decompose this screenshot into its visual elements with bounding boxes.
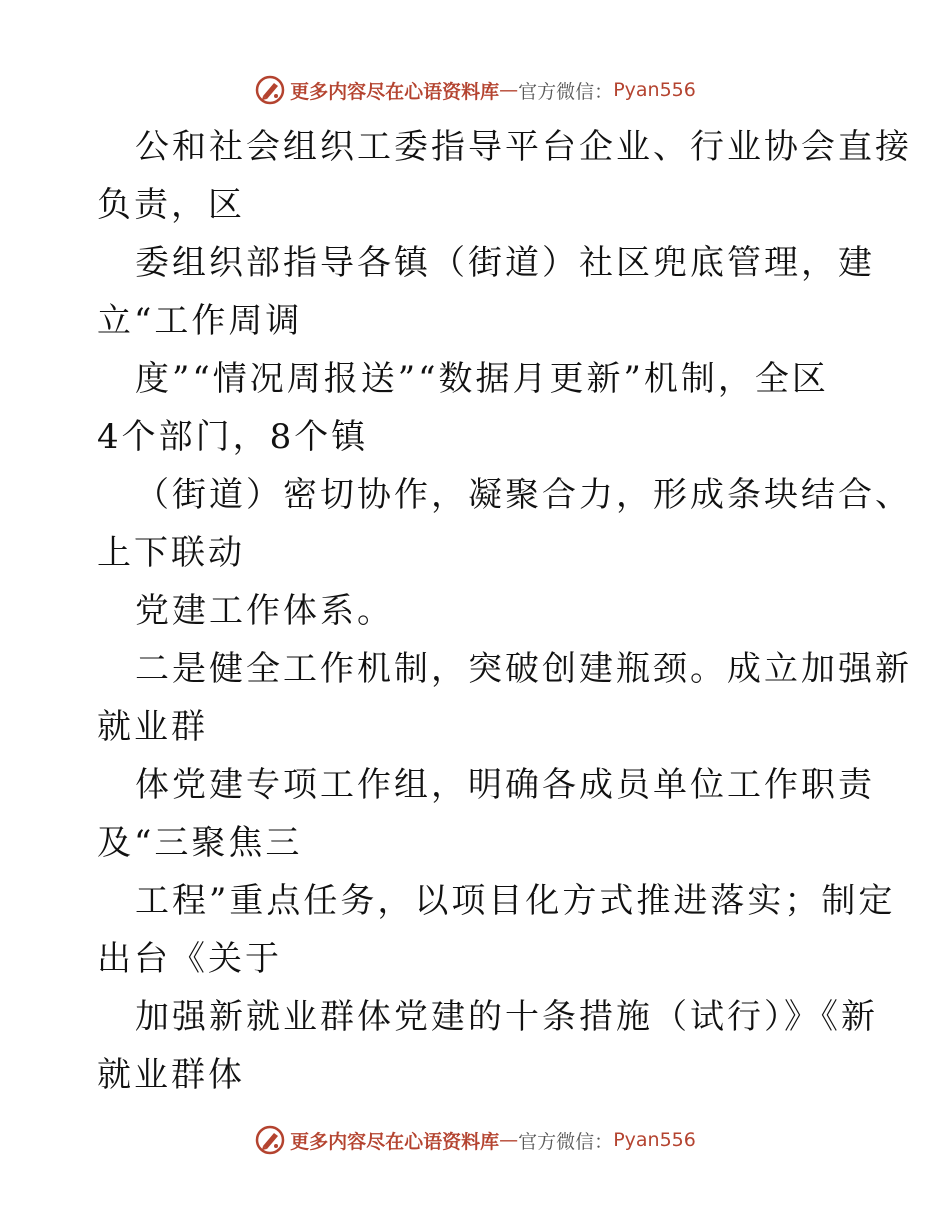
text-line: 工程”重点任务，以项目化方式推进落实；制定 (135, 881, 896, 921)
text-line: 二是健全工作机制，突破创建瓶颈。成立加强新 (135, 649, 912, 689)
document-body (97, 118, 912, 1104)
text-line: 就业群体 (97, 1055, 245, 1095)
text-line: 及“三聚焦三 (97, 823, 303, 863)
text-line: 委组织部指导各镇（街道）社区兜底管理，建 (135, 243, 875, 283)
header-dash: — (499, 79, 519, 101)
pen-logo-icon (254, 1124, 286, 1156)
header-label: 官方微信： (518, 80, 614, 103)
footer-wechat-id: Pyan556 (613, 1129, 696, 1151)
text-line: （街道）密切协作，凝聚合力，形成条块结合、 (135, 475, 912, 515)
text-line: 4个部门，8个镇 (97, 417, 369, 457)
text-line: 公和社会组织工委指导平台企业、行业协会直接 (135, 127, 912, 167)
text-line: 负责，区 (97, 185, 245, 225)
text-line: 体党建专项工作组，明确各成员单位工作职责 (135, 765, 875, 805)
text-line: 立“工作周调 (97, 301, 303, 341)
text-line: 度”“情况周报送”“数据月更新”机制，全区 (135, 359, 829, 399)
text-line: 党建工作体系。 (135, 591, 394, 631)
header-watermark (0, 70, 950, 110)
text-line: 加强新就业群体党建的十条措施（试行）》《新 (135, 997, 878, 1037)
pen-logo-icon (254, 74, 286, 106)
header-wechat-id: Pyan556 (613, 79, 696, 101)
footer-label: 官方微信： (518, 1130, 614, 1153)
text-line: 就业群 (97, 707, 208, 747)
text-line: 上下联动 (97, 533, 245, 573)
footer-watermark (0, 1120, 950, 1160)
footer-dash: — (499, 1129, 519, 1151)
header-brand: 更多内容尽在心语资料库 (290, 80, 500, 103)
text-line: 出台《关于 (97, 939, 282, 979)
footer-brand: 更多内容尽在心语资料库 (290, 1130, 500, 1153)
